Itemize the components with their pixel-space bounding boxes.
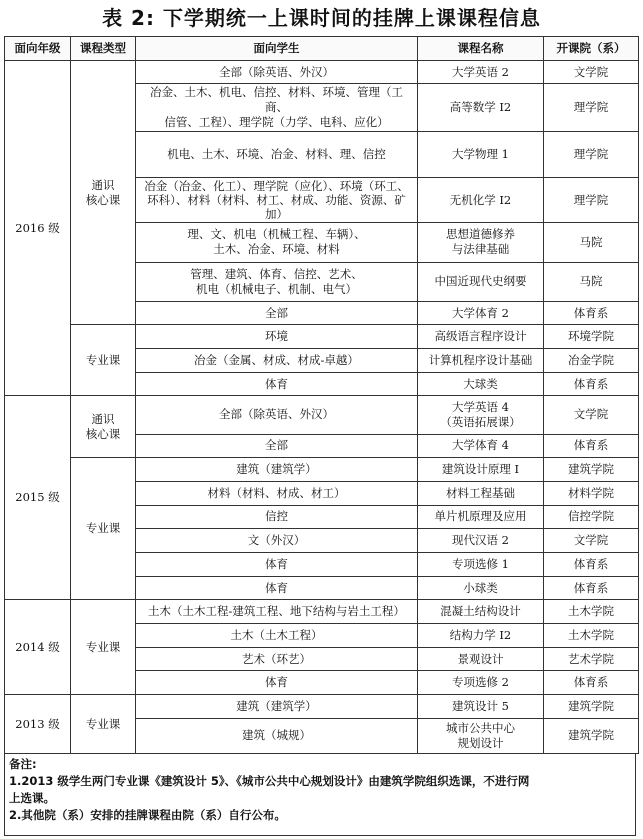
department-cell: 冶金学院 [544, 349, 639, 373]
grade-cell: 2013 级 [5, 695, 71, 754]
course-name-cell: 城市公共中心 规划设计 [418, 718, 544, 753]
course-name-cell: 大学物理 1 [418, 131, 544, 177]
course-name-cell: 大学英语 2 [418, 60, 544, 84]
department-cell: 信控学院 [544, 505, 639, 529]
department-cell: 建筑学院 [544, 718, 639, 753]
course-name-cell: 思想道德修养 与法律基础 [418, 223, 544, 262]
note-item-1-cont: 上选课。 [9, 791, 55, 805]
course-name-cell: 现代汉语 2 [418, 529, 544, 553]
students-cell: 艺术（环艺） [136, 647, 418, 671]
course-name-cell: 大学英语 4 （英语拓展课） [418, 396, 544, 434]
students-cell: 土木（土木工程-建筑工程、地下结构与岩土工程） [136, 600, 418, 624]
students-cell: 体育 [136, 671, 418, 695]
students-cell: 建筑（城规） [136, 718, 418, 753]
department-cell: 体育系 [544, 671, 639, 695]
department-cell: 材料学院 [544, 481, 639, 505]
header-course-type: 课程类型 [71, 37, 136, 61]
course-type-cell: 专业课 [71, 458, 136, 600]
students-cell: 体育 [136, 552, 418, 576]
header-row [5, 37, 639, 61]
course-name-cell: 混凝土结构设计 [418, 600, 544, 624]
note-item-1: 1.2013 级学生两门专业课《建筑设计 5》、《城市公共中心规划设计》由建筑学院组织选课，不进行网 [9, 774, 530, 788]
department-cell: 建筑学院 [544, 458, 639, 482]
department-cell: 理学院 [544, 131, 639, 177]
course-name-cell: 景观设计 [418, 647, 544, 671]
table-row [5, 325, 639, 349]
course-type-cell: 通识 核心课 [71, 396, 136, 458]
department-cell: 建筑学院 [544, 695, 639, 719]
course-name-cell: 建筑设计原理 I [418, 458, 544, 482]
students-cell: 体育 [136, 576, 418, 600]
course-type-cell: 通识 核心课 [71, 60, 136, 325]
course-name-cell: 专项选修 1 [418, 552, 544, 576]
students-cell: 文（外汉） [136, 529, 418, 553]
header-students: 面向学生 [136, 37, 418, 61]
department-cell: 文学院 [544, 396, 639, 434]
course-name-cell: 材料工程基础 [418, 481, 544, 505]
course-name-cell: 结构力学 I2 [418, 624, 544, 648]
students-cell: 全部（除英语、外汉） [136, 60, 418, 84]
course-name-cell: 小球类 [418, 576, 544, 600]
course-name-cell: 专项选修 2 [418, 671, 544, 695]
students-cell: 土木（土木工程） [136, 624, 418, 648]
department-cell: 马院 [544, 262, 639, 301]
department-cell: 土木学院 [544, 624, 639, 648]
notes-label: 备注: [9, 757, 37, 771]
students-cell: 建筑（建筑学） [136, 458, 418, 482]
department-cell: 理学院 [544, 178, 639, 223]
course-type-cell: 专业课 [71, 695, 136, 754]
course-table [4, 36, 639, 754]
department-cell: 土木学院 [544, 600, 639, 624]
course-name-cell: 无机化学 I2 [418, 178, 544, 223]
department-cell: 艺术学院 [544, 647, 639, 671]
students-cell: 冶金（金属、材成、材成-卓越） [136, 349, 418, 373]
department-cell: 环境学院 [544, 325, 639, 349]
students-cell: 冶金（冶金、化工）、理学院（应化）、环境（环工、 环科）、材料（材料、材工、材成、功能、资源、矿 加） [136, 178, 418, 223]
department-cell: 马院 [544, 223, 639, 262]
header-course-name: 课程名称 [418, 37, 544, 61]
course-name-cell: 大学体育 4 [418, 434, 544, 458]
department-cell: 体育系 [544, 434, 639, 458]
table-row [5, 396, 639, 434]
page-title: 表 2: 下学期统一上课时间的挂牌上课课程信息 [102, 6, 541, 30]
grade-cell: 2016 级 [5, 60, 71, 396]
students-cell: 全部 [136, 434, 418, 458]
grade-cell: 2014 级 [5, 600, 71, 695]
course-name-cell: 计算机程序设计基础 [418, 349, 544, 373]
department-cell: 体育系 [544, 552, 639, 576]
header-grade: 面向年级 [5, 37, 71, 61]
department-cell: 理学院 [544, 84, 639, 131]
students-cell: 信控 [136, 505, 418, 529]
course-name-cell: 单片机原理及应用 [418, 505, 544, 529]
course-name-cell: 大球类 [418, 372, 544, 396]
students-cell: 环境 [136, 325, 418, 349]
students-cell: 机电、土木、环境、冶金、材料、理、信控 [136, 131, 418, 177]
course-name-cell: 高等数学 I2 [418, 84, 544, 131]
department-cell: 文学院 [544, 529, 639, 553]
students-cell: 体育 [136, 372, 418, 396]
students-cell: 全部（除英语、外汉） [136, 396, 418, 434]
grade-cell: 2015 级 [5, 396, 71, 600]
department-cell: 文学院 [544, 60, 639, 84]
notes-section [4, 754, 636, 836]
table-row [5, 695, 639, 719]
course-type-cell: 专业课 [71, 325, 136, 396]
students-cell: 理、文、机电（机械工程、车辆）、 土木、冶金、环境、材料 [136, 223, 418, 262]
students-cell: 全部 [136, 301, 418, 325]
note-item-2: 2.其他院（系）安排的挂牌课程由院（系）自行公布。 [9, 808, 286, 822]
students-cell: 材料（材料、材成、材工） [136, 481, 418, 505]
header-department: 开课院（系） [544, 37, 639, 61]
table-row [5, 600, 639, 624]
students-cell: 冶金、土木、机电、信控、材料、环境、管理（工商、 信管、工程）、理学院（力学、电科、应化） [136, 84, 418, 131]
students-cell: 建筑（建筑学） [136, 695, 418, 719]
course-name-cell: 中国近现代史纲要 [418, 262, 544, 301]
course-type-cell: 专业课 [71, 600, 136, 695]
table-row [5, 458, 639, 482]
department-cell: 体育系 [544, 372, 639, 396]
course-name-cell: 大学体育 2 [418, 301, 544, 325]
course-name-cell: 高级语言程序设计 [418, 325, 544, 349]
course-name-cell: 建筑设计 5 [418, 695, 544, 719]
department-cell: 体育系 [544, 301, 639, 325]
department-cell: 体育系 [544, 576, 639, 600]
table-row [5, 60, 639, 84]
students-cell: 管理、建筑、体育、信控、艺术、 机电（机械电子、机制、电气） [136, 262, 418, 301]
